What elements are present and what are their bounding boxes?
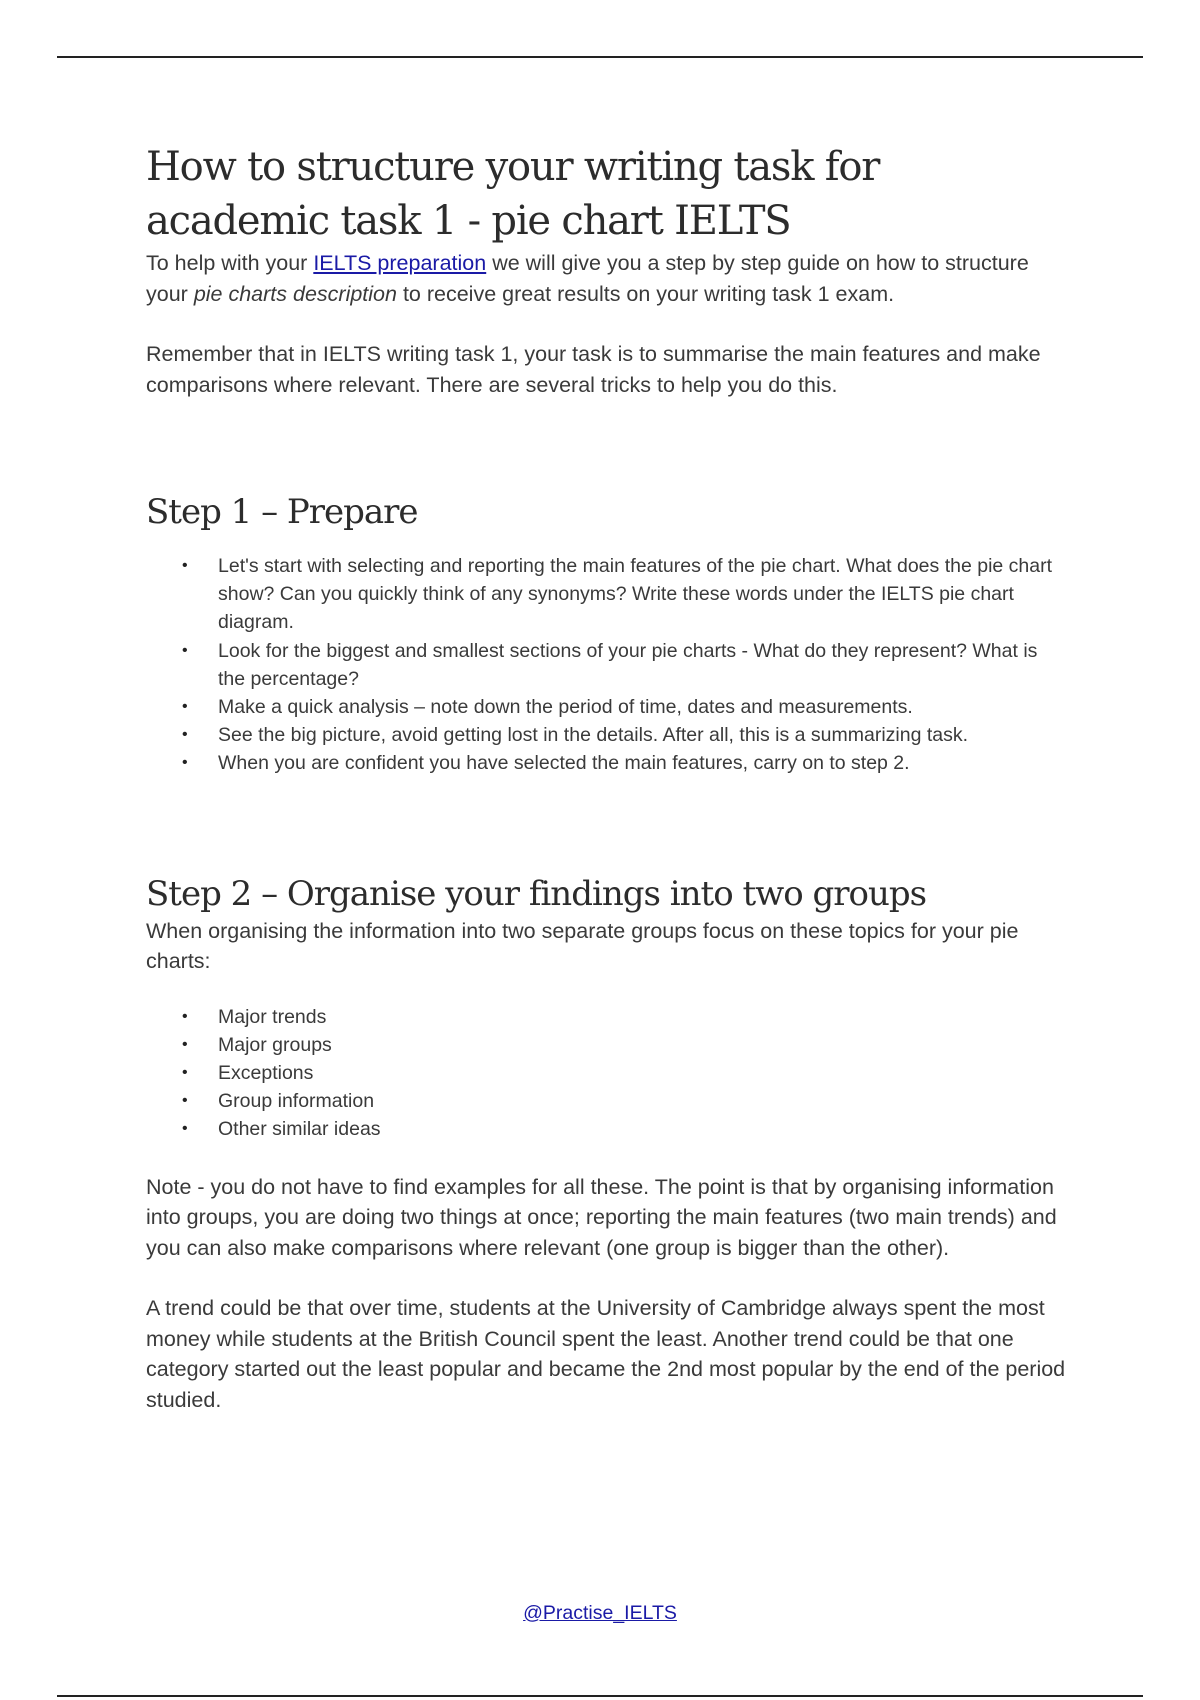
list-item: • Look for the biggest and smallest sections of your pie charts - What do they represent? What is the percentage? [218, 637, 1066, 693]
intro-paragraph: To help with your IELTS preparation we will give you a step by step guide on how to structure your pie charts description to receive great results on your writing task 1 exam. [146, 251, 1029, 306]
remember-paragraph: Remember that in IELTS writing task 1, your task is to summarise the main features and make comparisons where relevant. There are several tricks to help you do this. [146, 342, 1041, 397]
bullet-icon: • [182, 726, 188, 744]
note-paragraph: Note - you do not have to find examples for all these. The point is that by organising information into groups, you are doing two things at once; reporting the main features (two main trends) and you can also make comparisons where relevant (one group is bigger than the other). [146, 1174, 1057, 1260]
list-item: • Let's start with selecting and reporting the main features of the pie chart. What does the pie chart show? Can you quickly think of any synonyms? Write these words under the IELTS pie chart diagram. [218, 552, 1066, 637]
list-item: • Other similar ideas [218, 1115, 1066, 1143]
list-item: • When you are confident you have selected the main features, carry on to step 2. [218, 749, 1066, 777]
bullet-icon: • [182, 1092, 188, 1110]
step2-heading: Step 2 – Organise your findings into two groups [146, 873, 927, 914]
list-item: • Make a quick analysis – note down the period of time, dates and measurements. [218, 693, 1066, 721]
list-item: • See the big picture, avoid getting lost in the details. After all, this is a summarizing task. [218, 721, 1066, 749]
page-title: How to structure your writing task for academic task 1 - pie chart IELTS [146, 144, 880, 244]
list-item: • Group information [218, 1087, 1066, 1115]
top-divider [57, 56, 1143, 58]
italic-phrase: pie charts description [193, 281, 397, 306]
bullet-icon: • [182, 557, 188, 574]
footer [0, 1602, 1200, 1625]
practise-ielts-link[interactable]: @Practise_IELTS [523, 1602, 677, 1624]
ielts-preparation-link[interactable]: IELTS preparation [313, 251, 487, 275]
bullet-icon: • [182, 1035, 188, 1053]
bullet-icon: • [182, 1120, 188, 1138]
bullet-icon: • [182, 698, 188, 716]
bullet-icon: • [182, 1064, 188, 1082]
step2-list [146, 1003, 1066, 1144]
bullet-icon: • [182, 754, 188, 772]
trend-paragraph: A trend could be that over time, students at the University of Cambridge always spent the most money while students at the British Council spent the least. Another trend could be that one category started out the least popular and became the 2nd most popular by the end of the period studied. [146, 1296, 1066, 1412]
document-body [146, 140, 1066, 1415]
bullet-icon: • [182, 641, 188, 659]
list-item: • Major groups [218, 1031, 1066, 1059]
list-item: • Major trends [218, 1003, 1066, 1031]
step1-heading: Step 1 – Prepare [146, 492, 418, 532]
step2-intro: When organising the information into two separate groups focus on these topics for your pie charts: [146, 918, 1019, 974]
step1-list [146, 552, 1066, 778]
list-item: • Exceptions [218, 1059, 1066, 1087]
bullet-icon: • [182, 1007, 188, 1025]
bottom-divider [57, 1695, 1143, 1697]
